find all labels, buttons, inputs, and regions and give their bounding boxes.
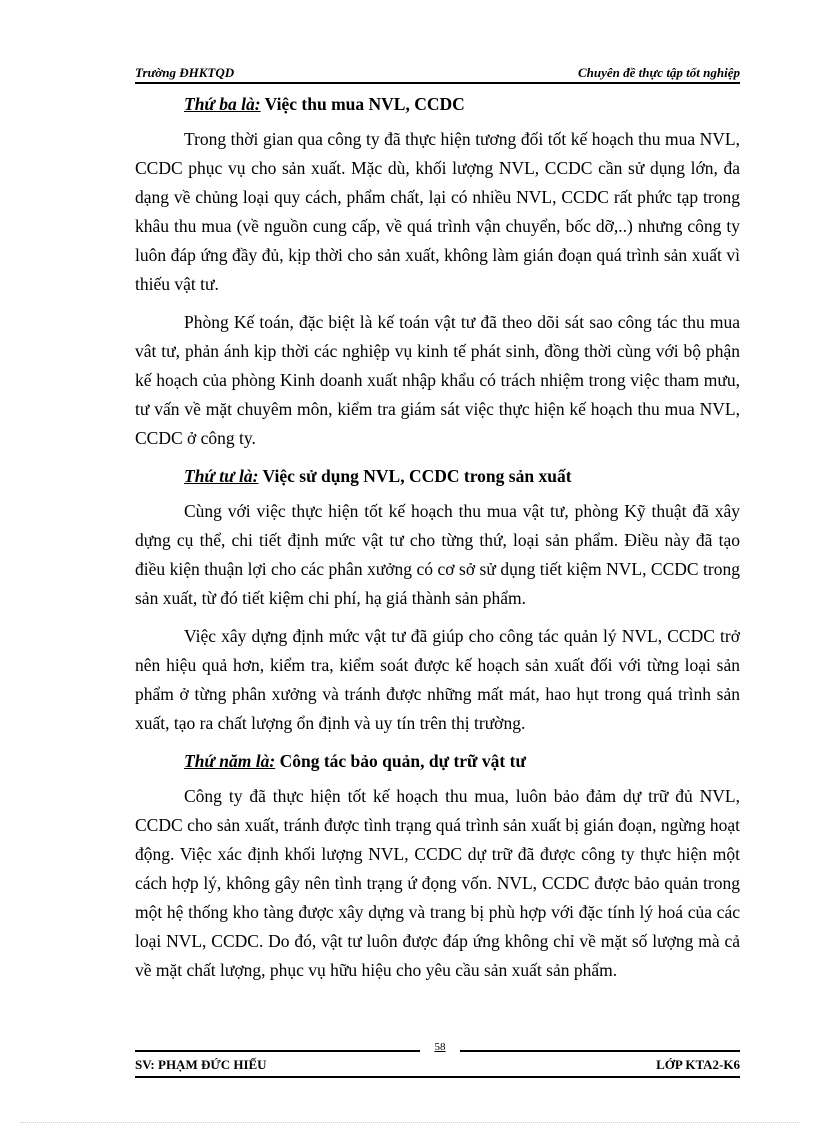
- section-heading-title: Việc thu mua NVL, CCDC: [260, 94, 465, 114]
- paragraph: Cùng với việc thực hiện tốt kế hoạch thu mua vật tư, phòng Kỹ thuật đã xây dựng cụ thể, chi tiết định mức vật tư cho từng thứ, loại sản phẩm. Điều này đã tạo điều kiện thuận lợi cho các phân xưởng có cơ sở sử dụng tiết kiệm NVL, CCDC trong sản xuất, từ đó tiết kiệm chi phí, hạ giá thành sản phẩm.: [135, 501, 740, 608]
- paragraph: Trong thời gian qua công ty đã thực hiện tương đối tốt kế hoạch thu mua NVL, CCDC phục vụ cho sản xuất. Mặc dù, khối lượng NVL, CCDC cần sử dụng lớn, đa dạng về chủng loại quy cách, phẩm chất, lại có nhiều NVL, CCDC rất phức tạp trong khâu thu mua (về nguồn cung cấp, về quá trình vận chuyển, bốc dỡ,..) nhưng công ty luôn đáp ứng đầy đủ, kịp thời cho sản xuất, không làm gián đoạn quá trình sản xuất vì thiếu vật tư.: [135, 129, 740, 294]
- section-heading: [135, 462, 740, 491]
- section-heading-title: Việc sử dụng NVL, CCDC trong sản xuất: [258, 466, 572, 486]
- footer-student: SV: PHẠM ĐỨC HIẾU: [135, 1057, 267, 1072]
- paragraph: Việc xây dựng định mức vật tư đã giúp cho công tác quản lý NVL, CCDC trở nên hiệu quả hơn, kiểm tra, kiểm soát được kế hoạch sản xuất đối với từng loại sản phẩm ở từng phân xưởng và tránh được những mất mát, hao hụt trong quá trình sản xuất, tạo ra chất lượng ổn định và uy tín trên thị trường.: [135, 626, 740, 733]
- section-heading-lead: Thứ ba là:: [184, 94, 261, 114]
- document-body: [135, 90, 740, 994]
- page-footer: [135, 1050, 740, 1078]
- section-heading: [135, 747, 740, 776]
- section-heading-lead: Thứ tư là:: [184, 466, 259, 486]
- footer-class: LỚP KTA2-K6: [656, 1057, 740, 1072]
- page-number: [420, 1041, 460, 1053]
- page-number-text: 58: [434, 1041, 446, 1053]
- header-document-type: Chuyên đề thực tập tốt nghiệp: [578, 65, 740, 80]
- section-heading-lead: Thứ năm là:: [184, 751, 276, 771]
- page-header: [135, 62, 740, 84]
- header-school: Trường ĐHKTQD: [135, 65, 235, 80]
- paragraph: Phòng Kế toán, đặc biệt là kế toán vật tư đã theo dõi sát sao công tác thu mua vât tư, phản ánh kịp thời các nghiệp vụ kinh tế phát sinh, đồng thời cùng với bộ phận kế hoạch của phòng Kinh doanh xuất nhập khẩu có trách nhiệm trong việc tham mưu, tư vấn về mặt chuyêm môn, kiểm tra giám sát việc thực hiện kế hoạch thu mua NVL, CCDC ở công ty.: [135, 312, 740, 448]
- paragraph: Công ty đã thực hiện tốt kế hoạch thu mua, luôn bảo đảm dự trữ đủ NVL, CCDC cho sản xuất, tránh được tình trạng quá trình sản xuất bị gián đoạn, ngừng hoạt động. Việc xác định khối lượng NVL, CCDC dự trữ đã được công ty thực hiện một cách hợp lý, không gây nên tình trạng ứ đọng vốn. NVL, CCDC được bảo quản trong một hệ thống kho tàng được xây dựng và trang bị phù hợp với đặc tính lý hoá của các loại NVL, CCDC. Do đó, vật tư luôn được đáp ứng không chỉ về mặt số lượng mà cả về mặt chất lượng, phục vụ hữu hiệu cho yêu cầu sản xuất sản phẩm.: [135, 786, 740, 980]
- section-heading: [135, 90, 740, 119]
- section-heading-title: Công tác bảo quản, dự trữ vật tư: [275, 751, 526, 771]
